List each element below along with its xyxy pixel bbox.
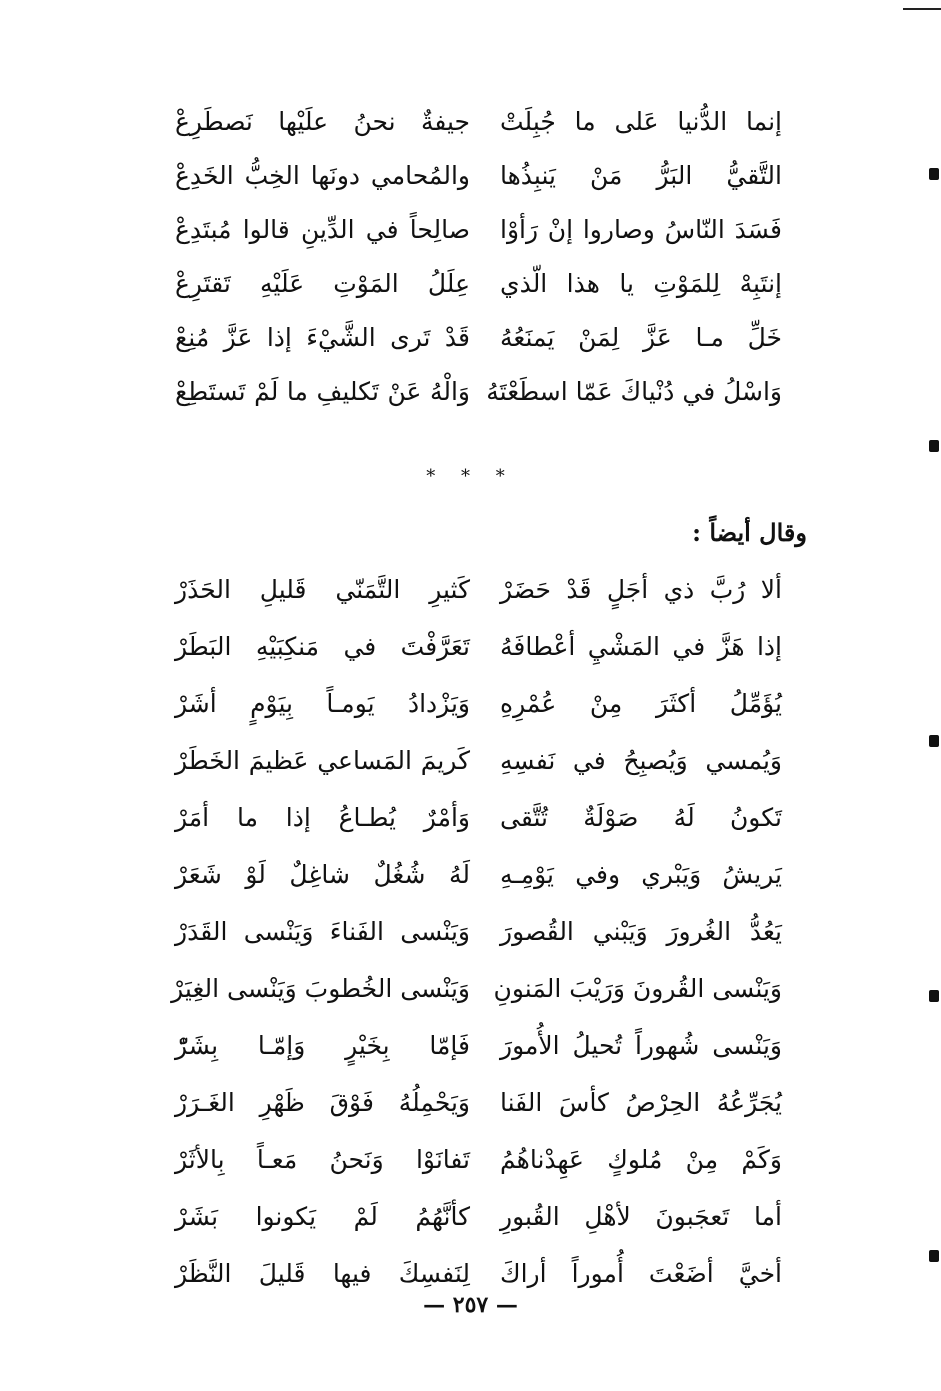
verse-first-half: إنتَبِهْ لِلمَوْتِ يا هذا الّذي <box>500 269 782 298</box>
verse <box>160 316 810 370</box>
verse <box>160 967 810 1024</box>
poem-2 <box>160 568 810 1309</box>
verse-first-half: يَعُدُّ الغُرورَ وَيَبْني القُصورَ <box>500 917 782 946</box>
binding-mark <box>929 990 939 1002</box>
verse <box>160 568 810 625</box>
binding-mark <box>929 168 939 180</box>
verse <box>160 1081 810 1138</box>
verse <box>160 100 810 154</box>
verse-second-half: جيفةٌ نحنُ علَيْها نَصطَرِعْ <box>175 107 470 136</box>
verse-first-half: ألا رُبَّ ذي أجَلٍ قَدْ حَضَرْ <box>500 575 782 604</box>
verse-first-half: وَيَنْسى القُرونَ وَرَيْبَ المَنونِ <box>493 974 782 1003</box>
verse-second-half: فَإمّا بِخَيْرٍ وَإمّـا بِشَرّْ <box>175 1031 470 1060</box>
section-separator: * * * <box>426 466 515 487</box>
verse <box>160 1138 810 1195</box>
verse-second-half: وَيَنْسى الفَناءَ وَيَنْسى القَدَرْ <box>175 917 470 946</box>
verse-first-half: يُجَرِّعُهُ الحِرْصُ كأسَ الفَنا <box>500 1088 782 1117</box>
verse-first-half: التَّقيُّ البَرُّ مَنْ يَنبِذُها <box>500 161 782 190</box>
verse-first-half: وَاسْلُ في دُنْياكَ عَمّا اسطَعْتَهُ <box>486 377 782 406</box>
verse-second-half: كأنَّهُمُ لَمْ يَكونوا بَشَرْ <box>175 1202 470 1231</box>
verse <box>160 370 810 424</box>
binding-mark <box>929 1250 939 1262</box>
section-intro: وقال أيضاً : <box>692 518 807 547</box>
verse <box>160 625 810 682</box>
verse-second-half: كَريمَ المَساعي عَظيمَ الخَطَرْ <box>175 746 470 775</box>
poem-1 <box>160 100 810 424</box>
verse-first-half: إذا هَزَّ في المَشْيِ أعْطافَهُ <box>500 632 782 661</box>
verse-second-half: عِلَلُ المَوْتِ عَلَيْهِ تَقتَرِعْ <box>175 269 470 298</box>
binding-mark <box>929 735 939 747</box>
verse-second-half: تَعَرَّفْتَ في مَنكِبَيْهِ البَطَرْ <box>175 632 470 661</box>
verse-second-half: وَأمْرٌ يُطـاعُ إذا ما أمَرْ <box>175 803 470 832</box>
verse-second-half: صالِحاً في الدِّينِ قالوا مُبتَدِعْ <box>175 215 470 244</box>
verse-second-half: لَهُ شُغُلٌ شاغِلٌ لَوْ شَعَرْ <box>175 860 470 889</box>
page-number: — ٢٥٧ — <box>423 1292 518 1318</box>
verse-first-half: خَلِّ مـا عَزَّ لِمَنْ يَمنَعُهُ <box>500 323 782 352</box>
verse-second-half: وَيَحْمِلُهُ فَوْقَ ظَهْرِ الغَـرَرْ <box>175 1088 470 1117</box>
top-edge-rule <box>903 8 941 10</box>
verse <box>160 796 810 853</box>
verse-first-half: أخيَّ أضَعْتَ أُموراً أراكَ <box>500 1259 782 1288</box>
verse-second-half: لِنَفسِكَ فيها قَليلَ النَّظَرْ <box>175 1259 470 1288</box>
verse-first-half: وَكَمْ مِنْ مُلوكٍ عَهِدْناهُمُ <box>500 1145 782 1174</box>
verse <box>160 739 810 796</box>
verse-second-half: وَيَزْدادُ يَومـاً بِيَوْمٍ أشَرْ <box>175 689 470 718</box>
verse-first-half: فَسَدَ النّاسُ وصاروا إنْ رَأوْا <box>500 215 782 244</box>
binding-mark <box>929 440 939 452</box>
verse-first-half: أما تَعجَبونَ لأهْلِ القُبورِ <box>500 1202 782 1231</box>
verse-first-half: إنما الدُّنيا عَلى ما جُبِلَتْ <box>500 107 782 136</box>
verse-second-half: كَثيرِ التَّمَنّي قَليلِ الحَذَرْ <box>175 575 470 604</box>
verse <box>160 1024 810 1081</box>
verse-first-half: وَيُمسي وَيُصبِحُ في نَفسِهِ <box>500 746 782 775</box>
verse-second-half: وَالْهُ عَنْ تَكليفِ ما لَمْ تَستَطِعْ <box>175 377 470 406</box>
verse <box>160 1195 810 1252</box>
verse-first-half: وَيَنْسى شُهوراً تُحيلُ الأُمورَ <box>500 1031 782 1060</box>
verse <box>160 208 810 262</box>
verse-first-half: يَريشُ وَيَبْري وفي يَوْمِـهِ <box>500 860 782 889</box>
verse <box>160 262 810 316</box>
verse <box>160 910 810 967</box>
verse-second-half: وَيَنْسى الخُطوبَ وَيَنْسى الغِيَرْ <box>171 974 470 1003</box>
verse <box>160 682 810 739</box>
verse-first-half: يُؤَمِّلُ أكثَرَ مِنْ عُمْرِهِ <box>500 689 782 718</box>
verse <box>160 853 810 910</box>
verse-second-half: قَدْ تَرى الشَّيْءَ إذا عَزَّ مُنِعْ <box>175 323 470 352</box>
verse-second-half: والمُحامي دونَها الخِبُّ الخَدِعْ <box>175 161 470 190</box>
verse <box>160 154 810 208</box>
verse-second-half: تَفانَوْا وَنَحنُ مَعـاً بِالأثَرْ <box>175 1145 470 1174</box>
verse-first-half: تَكونُ لَهُ صَوْلَةٌ تُتَّقى <box>500 803 782 832</box>
